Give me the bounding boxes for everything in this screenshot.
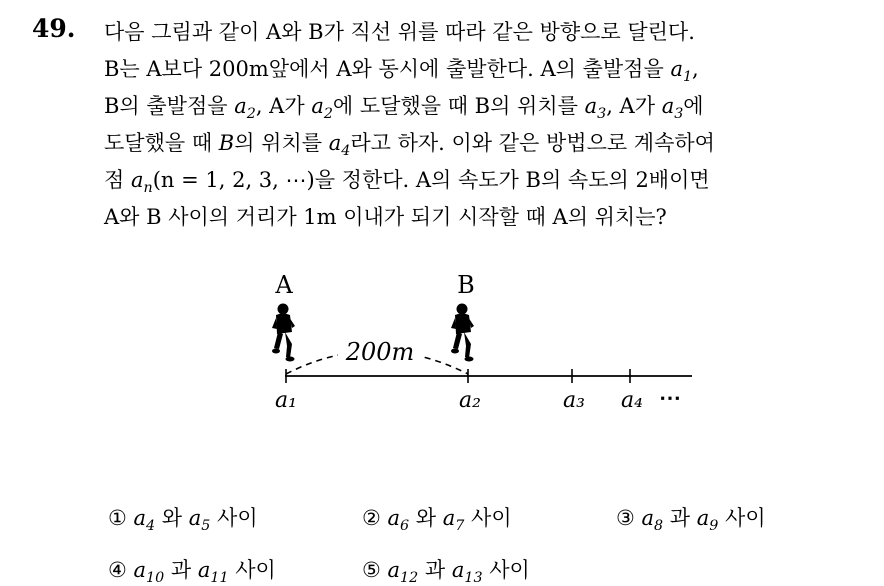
text-segment: 도달했을 때: [104, 131, 219, 155]
ellipsis-label: ⋯: [659, 385, 681, 411]
math-variable: [696, 506, 719, 535]
variable-subscript: 12: [400, 570, 419, 586]
variable-symbol: a: [451, 558, 465, 582]
runner-b-label: B: [457, 271, 475, 299]
choice-number: ③: [616, 506, 642, 530]
choice-5[interactable]: [362, 554, 530, 584]
variable-subscript: 13: [464, 570, 483, 586]
variable-subscript: 9: [709, 518, 719, 535]
question-text: [104, 14, 874, 236]
variable-symbol: a: [696, 506, 710, 530]
variable-subscript: 1: [682, 69, 693, 86]
text-segment: 에: [683, 94, 704, 118]
math-variable: [661, 94, 684, 123]
question-line: [104, 162, 874, 199]
variable-symbol: a: [311, 94, 324, 118]
question-line: [104, 199, 874, 236]
choice-1[interactable]: [108, 502, 258, 535]
variable-symbol: a: [387, 506, 401, 530]
text-segment: B의 출발점을: [104, 94, 235, 118]
runner-a-label: A: [275, 271, 293, 299]
variable-subscript: 4: [146, 518, 156, 535]
text-segment: 다음 그림과 같이 A와 B가 직선 위를 따라 같은 방향으로 달린다.: [104, 20, 695, 44]
variable-subscript: 8: [654, 518, 664, 535]
text-segment: 사이: [718, 506, 766, 530]
variable-subscript: 11: [210, 570, 229, 586]
variable-symbol: a: [442, 506, 456, 530]
point-label-a3: a₃: [563, 388, 585, 413]
text-segment: 사이: [464, 506, 512, 530]
variable-subscript: 6: [400, 518, 410, 535]
math-variable: [387, 506, 410, 535]
choice-2[interactable]: [362, 502, 512, 535]
text-segment: ,: [692, 57, 699, 81]
question-number: 49.: [32, 14, 76, 43]
choice-number: ②: [362, 506, 388, 530]
math-variable: [197, 558, 229, 586]
text-segment: 에 도달했을 때 B의 위치를: [332, 94, 585, 118]
text-segment: 과: [663, 506, 697, 530]
text-segment: , A가: [606, 94, 662, 118]
variable-subscript: 2: [323, 106, 333, 123]
runner-a-icon: [272, 304, 295, 362]
choice-3[interactable]: [616, 502, 766, 535]
text-segment: 점: [104, 168, 131, 192]
math-variable: [387, 558, 419, 586]
math-variable: [188, 506, 211, 535]
math-variable: [451, 558, 483, 586]
math-variable: [130, 168, 153, 197]
question-line: [104, 88, 874, 125]
variable-symbol: a: [328, 131, 342, 155]
point-label-a1: a₁: [275, 388, 297, 413]
variable-symbol: a: [234, 94, 247, 118]
math-variable: [133, 506, 156, 535]
text-segment: A와 B 사이의 거리가 1m 이내가 되기 시작할 때 A의 위치는?: [104, 205, 667, 229]
text-segment: 사이: [482, 558, 530, 582]
variable-subscript: 5: [201, 518, 211, 535]
variable-symbol: a: [670, 57, 683, 81]
variable-subscript: n: [143, 180, 153, 197]
variable-symbol: a: [661, 94, 675, 118]
question-line: [104, 51, 874, 88]
variable-subscript: 3: [597, 106, 607, 123]
question-line: [104, 125, 874, 162]
runner-b-icon: [451, 304, 474, 362]
math-variable: [219, 131, 234, 155]
text-segment: 의 위치를: [234, 131, 329, 155]
variable-symbol: a: [197, 558, 211, 582]
variable-subscript: 3: [674, 106, 684, 123]
variable-symbol: a: [188, 506, 202, 530]
math-variable: [234, 94, 256, 123]
text-segment: 사이: [228, 558, 276, 582]
variable-symbol: B: [218, 131, 235, 155]
choice-4[interactable]: [108, 554, 276, 584]
variable-symbol: a: [133, 506, 147, 530]
variable-symbol: a: [133, 558, 147, 582]
math-variable: [311, 94, 333, 123]
variable-symbol: a: [584, 94, 598, 118]
variable-symbol: a: [387, 558, 401, 582]
text-segment: 와: [409, 506, 443, 530]
variable-subscript: 4: [341, 143, 351, 160]
text-segment: (n = 1, 2, 3, ⋯)을 정한다. A의 속도가 B의 속도의 2배이면: [152, 168, 710, 192]
math-variable: [670, 57, 693, 86]
question-line: [104, 14, 874, 51]
text-segment: , A가: [255, 94, 312, 118]
choice-number: ⑤: [362, 558, 388, 582]
runners-diagram: [250, 262, 710, 422]
text-segment: 와: [155, 506, 189, 530]
choice-number: ④: [108, 558, 134, 582]
math-variable: [328, 131, 351, 160]
math-variable: [584, 94, 607, 123]
distance-label: 200m: [345, 338, 415, 366]
text-segment: B는 A보다 200m앞에서 A와 동시에 출발한다. A의 출발점을: [104, 57, 671, 81]
variable-symbol: a: [130, 168, 144, 192]
variable-symbol: a: [641, 506, 655, 530]
math-variable: [442, 506, 465, 535]
text-segment: 과: [418, 558, 452, 582]
variable-subscript: 2: [246, 106, 256, 123]
point-label-a4: a₄: [621, 388, 643, 413]
variable-subscript: 10: [146, 570, 165, 586]
text-segment: 라고 하자. 이와 같은 방법으로 계속하여: [350, 131, 715, 155]
choice-number: ①: [108, 506, 134, 530]
math-variable: [641, 506, 664, 535]
text-segment: 과: [164, 558, 198, 582]
point-label-a2: a₂: [459, 388, 481, 413]
variable-subscript: 7: [455, 518, 465, 535]
math-variable: [133, 558, 165, 586]
text-segment: 사이: [210, 506, 258, 530]
